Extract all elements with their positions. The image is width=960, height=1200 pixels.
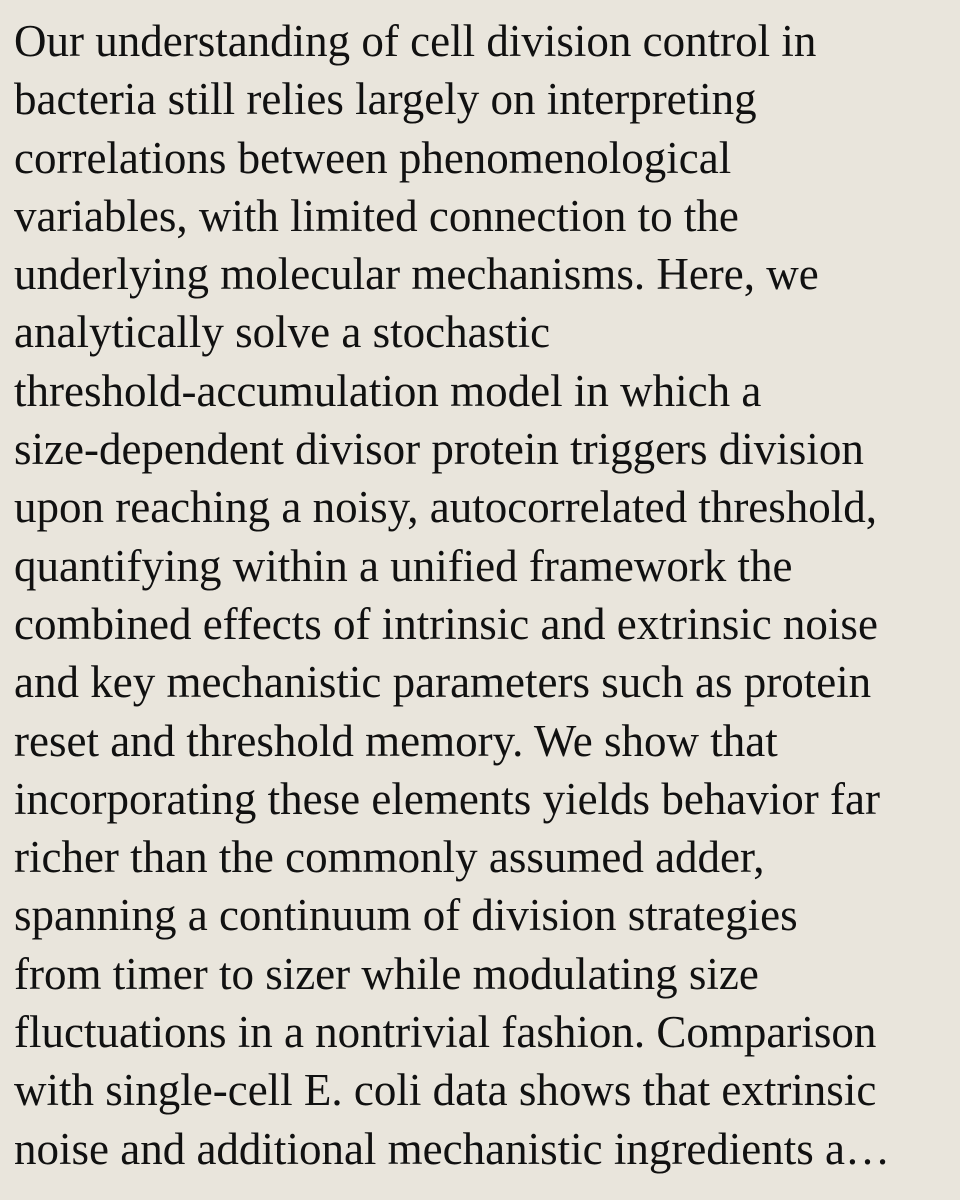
abstract-line-16: spanning a continuum of division strategies: [14, 890, 798, 941]
abstract-line-3: correlations between phenomenological: [14, 132, 732, 183]
abstract-line-11: combined effects of intrinsic and extrinsic noise: [14, 598, 878, 649]
abstract-line-10: quantifying within a unified framework the: [14, 540, 793, 591]
abstract-line-14: incorporating these elements yields behavior far: [14, 773, 880, 824]
abstract-line-1: Our understanding of cell division control in: [14, 16, 817, 66]
abstract-line-7: threshold-accumulation model in which a: [14, 365, 762, 416]
abstract-line-8: size-dependent divisor protein triggers division: [14, 424, 864, 475]
abstract-line-17: from timer to sizer while modulating size: [14, 948, 759, 999]
abstract-line-4: variables, with limited connection to the: [14, 190, 739, 241]
abstract-line-18: fluctuations in a nontrivial fashion. Comparison: [14, 1007, 877, 1058]
abstract-line-9: upon reaching a noisy, autocorrelated threshold,: [14, 482, 878, 533]
abstract-line-19: with single-cell E. coli data shows that extrinsic: [14, 1065, 877, 1116]
abstract-line-2: bacteria still relies largely on interpreting: [14, 74, 757, 125]
abstract-line-12: and key mechanistic parameters such as protein: [14, 657, 872, 708]
abstract-line-6: analytically solve a stochastic: [14, 307, 551, 358]
abstract-line-20: noise and additional mechanistic ingredients a…: [14, 1123, 891, 1174]
abstract-line-5: underlying molecular mechanisms. Here, we: [14, 249, 819, 300]
abstract-text: [14, 12, 946, 1178]
abstract-line-15: richer than the commonly assumed adder,: [14, 832, 765, 883]
abstract-line-13: reset and threshold memory. We show that: [14, 715, 778, 766]
